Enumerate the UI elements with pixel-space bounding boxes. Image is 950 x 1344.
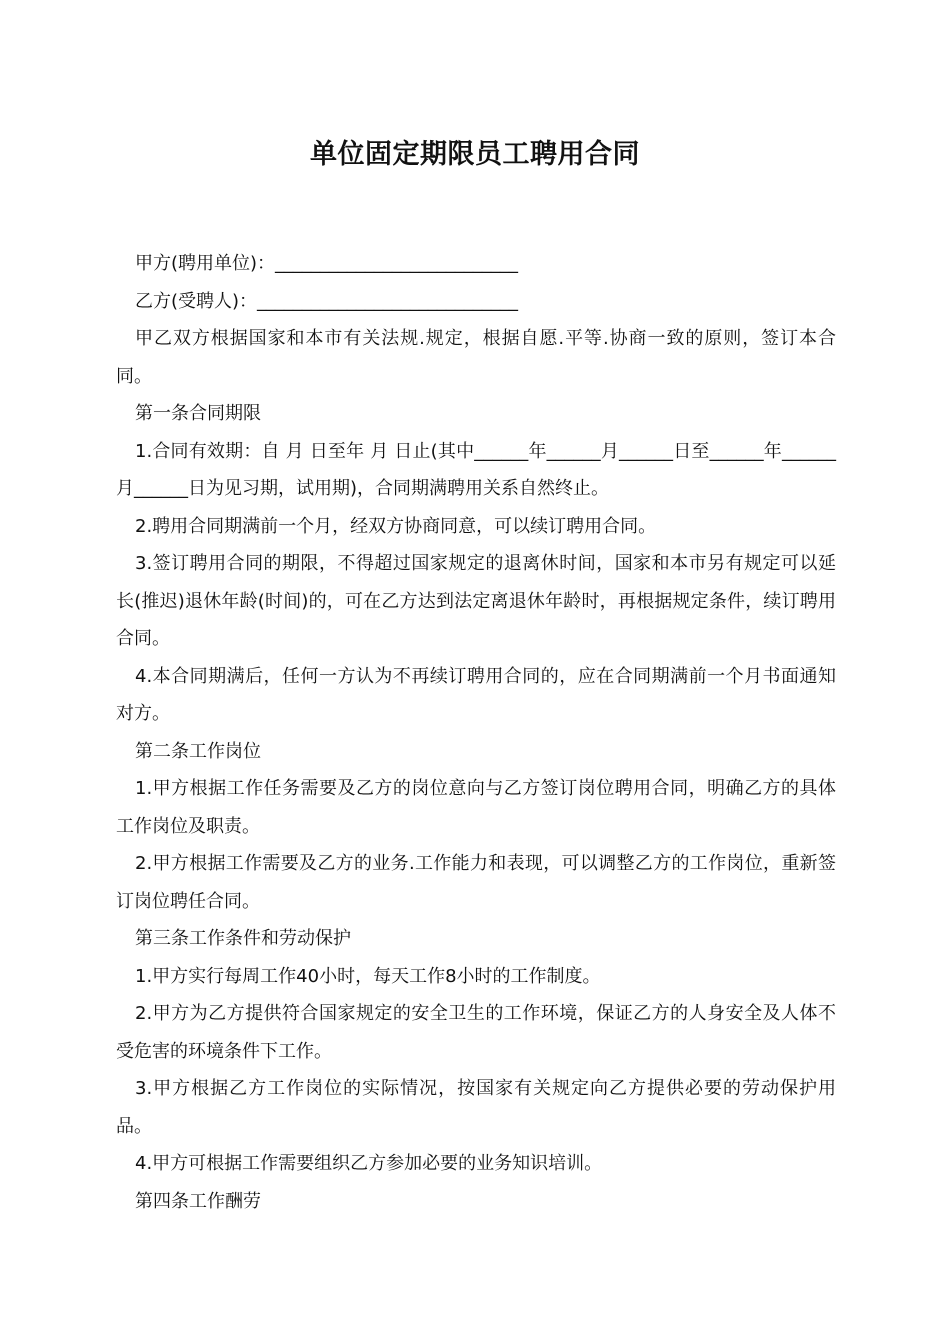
article-1-heading: 第一条合同期限 (135, 403, 261, 424)
party-b-line: 乙方(受聘人)：_____________________________ (135, 290, 519, 312)
article-1-clause-1: 1.合同有效期：自 月 日至年 月 日止(其中______年______月______日至______年______月______日为见习期，试用期)，合同期满聘用关系自然终止。 (116, 440, 836, 499)
preamble-paragraph: 甲乙双方根据国家和本市有关法规.规定，根据自愿.平等.协商一致的原则，签订本合同。 (116, 328, 836, 387)
article-3-clause-4: 4.甲方可根据工作需要组织乙方参加必要的业务知识培训。 (135, 1153, 603, 1174)
party-a-line: 甲方(聘用单位)：___________________________ (135, 253, 519, 274)
article-1-clause-3: 3.签订聘用合同的期限，不得超过国家规定的退离休时间，国家和本市另有规定可以延长(推迟)退休年龄(时间)的，可在乙方达到法定离退休年龄时，再根据规定条件，续订聘用合同。 (116, 553, 836, 649)
article-3-clause-1: 1.甲方实行每周工作40小时，每天工作8小时的工作制度。 (135, 965, 601, 987)
article-3-clause-3: 3.甲方根据乙方工作岗位的实际情况，按国家有关规定向乙方提供必要的劳动保护用品。 (116, 1078, 836, 1137)
article-2-heading: 第二条工作岗位 (135, 740, 261, 762)
article-1-clause-4: 4.本合同期满后，任何一方认为不再续订聘用合同的，应在合同期满前一个月书面通知对方。 (116, 665, 836, 724)
article-3-heading: 第三条工作条件和劳动保护 (135, 928, 351, 949)
document-title: 单位固定期限员工聘用合同 (310, 139, 640, 170)
document-body (116, 245, 836, 1220)
article-2-clause-1: 1.甲方根据工作任务需要及乙方的岗位意向与乙方签订岗位聘用合同，明确乙方的具体工作岗位及职责。 (116, 778, 836, 837)
article-4-heading: 第四条工作酬劳 (135, 1190, 261, 1212)
article-1-clause-2: 2.聘用合同期满前一个月，经双方协商同意，可以续订聘用合同。 (135, 515, 657, 537)
article-3-clause-2: 2.甲方为乙方提供符合国家规定的安全卫生的工作环境，保证乙方的人身安全及人体不受危害的环境条件下工作。 (116, 1003, 836, 1062)
article-2-clause-2: 2.甲方根据工作需要及乙方的业务.工作能力和表现，可以调整乙方的工作岗位，重新签订岗位聘任合同。 (116, 853, 836, 912)
